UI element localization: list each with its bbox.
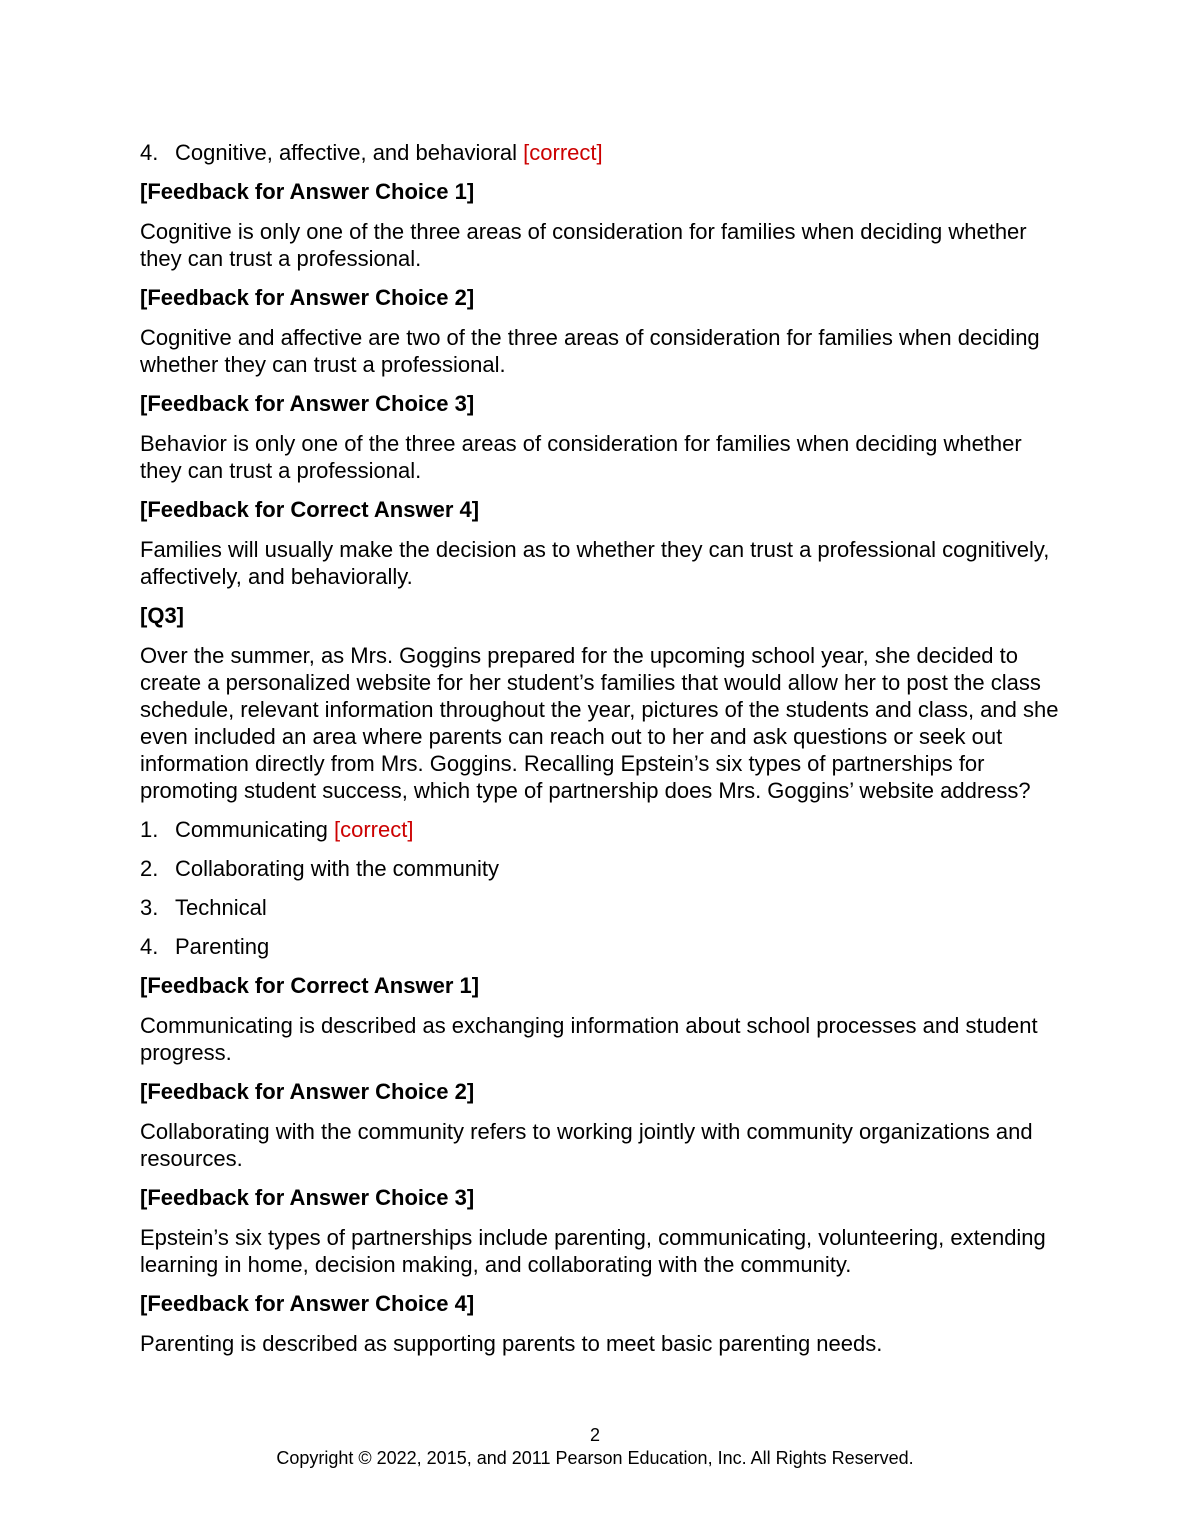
- option-number: 3.: [140, 895, 159, 920]
- page-content: [140, 139, 1060, 1369]
- feedback-text: Collaborating with the community refers to working jointly with community organizations and resources.: [140, 1119, 1033, 1171]
- feedback-heading: [Feedback for Answer Choice 2]: [140, 1079, 475, 1104]
- feedback-heading: [Feedback for Answer Choice 3]: [140, 391, 475, 416]
- option-number: 4.: [140, 934, 159, 959]
- feedback-heading: [Feedback for Answer Choice 2]: [140, 285, 475, 310]
- option-number: 2.: [140, 856, 159, 881]
- feedback-text: Communicating is described as exchanging information about school processes and student progress.: [140, 1013, 1038, 1065]
- option-number: 4.: [140, 140, 159, 165]
- correct-tag: [correct]: [523, 140, 603, 165]
- feedback-heading: [Feedback for Answer Choice 3]: [140, 1185, 475, 1210]
- copyright-notice: Copyright © 2022, 2015, and 2011 Pearson Education, Inc. All Rights Reserved.: [276, 1448, 914, 1468]
- feedback-text: Families will usually make the decision as to whether they can trust a professional cognitively, affectively, and behaviorally.: [140, 537, 1050, 589]
- question-text: Over the summer, as Mrs. Goggins prepared for the upcoming school year, she decided to create a personalized website for her student’s families that would allow her to post the class schedule, relevant information throughout the year, pictures of the students and class, and she even included an area where parents can reach out to her and ask questions or seek out information directly from Mrs. Goggins. Recalling Epstein’s six types of partnerships for promoting student success, which type of partnership does Mrs. Goggins’ website address?: [140, 643, 1059, 803]
- q3-option-1: [140, 816, 1060, 843]
- page-footer: [0, 1424, 1190, 1470]
- feedback-heading: [Feedback for Answer Choice 1]: [140, 179, 475, 204]
- page-number: 2: [589, 1425, 600, 1445]
- feedback-heading: [Feedback for Correct Answer 1]: [140, 973, 480, 998]
- option-text: Cognitive, affective, and behavioral [correct]: [175, 140, 603, 165]
- question-label: [Q3]: [140, 603, 184, 628]
- correct-tag: [correct]: [333, 817, 414, 842]
- option-text: Parenting: [175, 934, 270, 959]
- feedback-text: Epstein’s six types of partnerships include parenting, communicating, volunteering, extending learning in home, decision making, and collaborating with the community.: [140, 1225, 1046, 1277]
- feedback-text: Cognitive is only one of the three areas of consideration for families when deciding whether they can trust a professional.: [140, 219, 1027, 271]
- feedback-text: Behavior is only one of the three areas of consideration for families when deciding whether they can trust a professional.: [140, 431, 1022, 483]
- q3-option-3: [140, 894, 1060, 921]
- feedback-heading: [Feedback for Correct Answer 4]: [140, 497, 480, 522]
- q2-option-4: [140, 139, 1060, 166]
- feedback-heading: [Feedback for Answer Choice 4]: [140, 1291, 475, 1316]
- option-text: Technical: [175, 895, 267, 920]
- option-text: Communicating [correct]: [175, 817, 414, 842]
- option-number: 1.: [140, 817, 159, 842]
- feedback-text: Cognitive and affective are two of the three areas of consideration for families when deciding whether they can trust a professional.: [140, 325, 1040, 377]
- q3-option-4: [140, 933, 1060, 960]
- option-text: Collaborating with the community: [175, 856, 500, 881]
- feedback-text: Parenting is described as supporting parents to meet basic parenting needs.: [140, 1331, 883, 1356]
- q3-option-2: [140, 855, 1060, 882]
